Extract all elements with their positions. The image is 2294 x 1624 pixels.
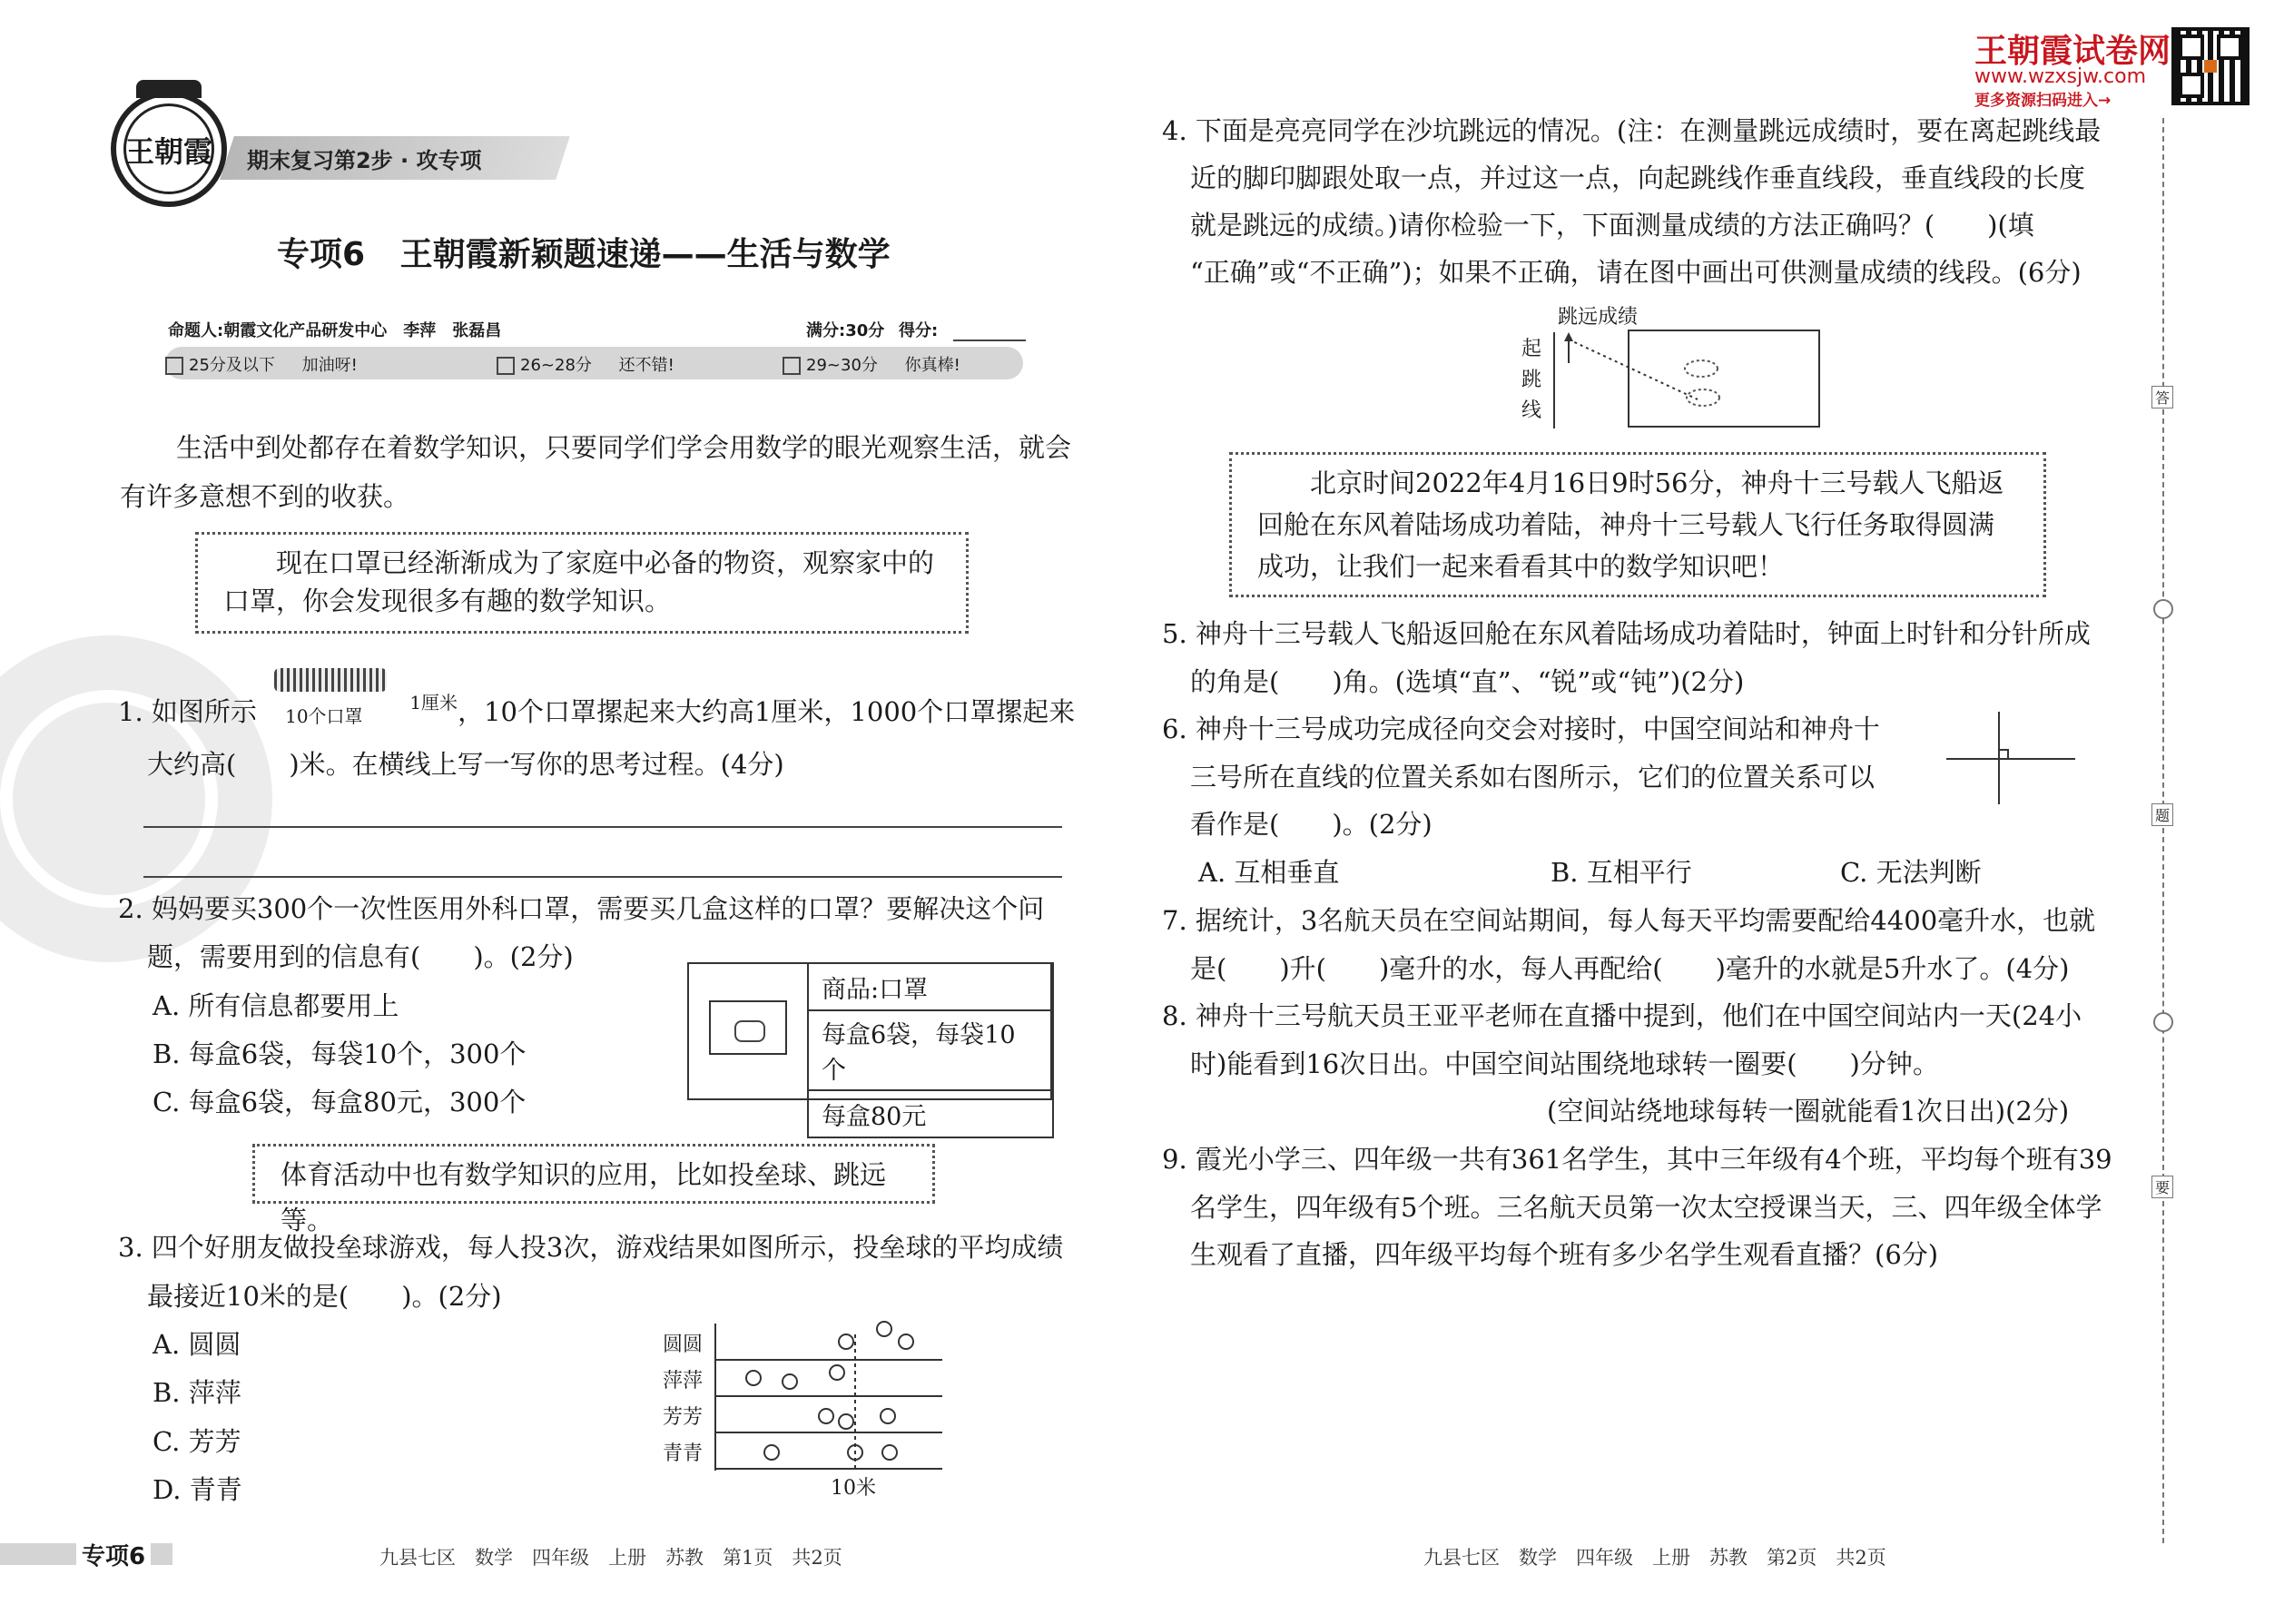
title-main: 新颖题速递——生活与数学 [497, 236, 891, 273]
note-box-masks [195, 532, 969, 634]
page-title [277, 229, 891, 275]
q4-line3: 就是跳远的成绩。)请你检验一下，下面测量成绩的方法正确吗？( )(填 [1190, 210, 2034, 241]
chart-name-1: 圆圆 [663, 1334, 704, 1356]
mask-stack-label: 10个口罩 [285, 705, 363, 727]
crown-icon [136, 80, 202, 98]
goods-info-card [687, 962, 1052, 1131]
grade-1-tag: 加油呀! [301, 356, 358, 375]
chart-name-4: 青青 [663, 1442, 704, 1465]
q6-line3: 看作是( )。(2分) [1190, 809, 1433, 840]
q6-line2: 三号所在直线的位置关系如右图所示，它们的位置关系可以 [1190, 762, 1876, 792]
score-total: 满分:30分 [806, 321, 885, 340]
brand-tip: 更多资源扫码进入→ [1974, 92, 2112, 110]
q3-line1: 3. 四个好朋友做投垒球游戏，每人投3次，游戏结果如图所示，投垒球的平均成绩 [118, 1232, 1064, 1263]
q2-option-b[interactable]: B. 每盒6袋，每袋10个，300个 [153, 1038, 527, 1069]
brand-url[interactable]: www.wzxsjw.com [1974, 65, 2147, 88]
brand-name[interactable]: 王朝霞试卷网 [1974, 33, 2171, 70]
title-prefix: 专项6 [277, 236, 366, 273]
note-box-shenzhou-text: 北京时间2022年4月16日9时56分，神舟十三号载人飞船返回舱在东风着陆场成功着陆，神舟十三号载人飞行任务取得圆满成功，让我们一起来看看其中的数学知识吧！ [1257, 468, 2004, 582]
q6-option-c[interactable]: C. 无法判断 [1840, 857, 1982, 888]
note-box-masks-text: 现在口罩已经渐渐成为了家庭中必备的物资，观察家中的口罩，你会发现很多有趣的数学知识。 [223, 547, 935, 616]
q6-line1: 6. 神舟十三号成功完成径向交会对接时，中国空间站和神舟十 [1162, 714, 1880, 744]
grade-2[interactable]: 26~28分 还不错! [497, 352, 674, 376]
q8-line2: 时)能看到16次日出。中国空间站围绕地球转一圈要( )分钟。 [1190, 1048, 1939, 1079]
q1-answer-line-1[interactable] [143, 826, 1062, 828]
mask-box-icon [709, 1000, 787, 1055]
start-line-label: 起跳线 [1521, 338, 1542, 422]
q9-line3: 生观看了直播，四年级平均每个班有多少名学生观看直播？(6分) [1190, 1239, 1939, 1270]
jump-measure-label: 跳远成绩 [1558, 306, 1639, 329]
qr-code-icon[interactable] [2171, 27, 2250, 105]
q2-option-c[interactable]: C. 每盒6袋，每盒80元，300个 [153, 1087, 527, 1117]
throw-chart [654, 1316, 962, 1498]
goods-row-3: 每盒80元 [808, 1090, 1053, 1137]
grade-3-checkbox[interactable] [783, 357, 801, 375]
q2-line1: 2. 妈妈要买300个一次性医用外科口罩，需要买几盒这样的口罩？要解决这个问 [118, 893, 1045, 924]
score-got: 得分: [899, 321, 939, 340]
perpendicular-lines-figure [1943, 708, 2079, 808]
long-jump-figure [1516, 300, 1834, 436]
q3-option-d[interactable]: D. 青青 [153, 1474, 242, 1505]
grade-1[interactable]: 25分及以下 加油呀! [165, 352, 358, 376]
q1-line1: 1. 如图所示 10个口罩 $^{1厘米}$，10个口罩摞起来大约高1厘米，1000个口罩摞起来 [118, 688, 1075, 736]
throw-chart-plot [654, 1316, 962, 1498]
mask-stack-image [265, 688, 401, 727]
q9-line2: 名学生，四年级有5个班。三名航天员第一次太空授课当天，三、四年级全体学 [1190, 1192, 2102, 1223]
footer-tag: 专项6 [76, 1538, 151, 1571]
authors: 命题人:朝霞文化产品研发中心 李萍 张磊昌 [168, 321, 502, 340]
q9-line1: 9. 霞光小学三、四年级一共有361名学生，其中三年级有4个班，平均每个班有39 [1162, 1144, 2112, 1175]
chart-name-2: 萍萍 [663, 1370, 704, 1393]
intro-text: 生活中到处都存在着数学知识，只要同学们学会用数学的眼光观察生活，就会有许多意想不到的收获。 [120, 432, 1072, 512]
q1-answer-line-2[interactable] [143, 876, 1062, 878]
chart-name-3: 芳芳 [663, 1406, 704, 1429]
mask-stack-height: 1厘米 [409, 692, 458, 714]
q8-line1: 8. 神舟十三号航天员王亚平老师在直播中提到，他们在中国空间站内一天(24小 [1162, 1000, 2082, 1031]
q5-line2: 的角是( )角。(选填“直”、“锐”或“钝”)(2分) [1190, 666, 1745, 697]
q4-line1: 4. 下面是亮亮同学在沙坑跳远的情况。(注：在测量跳远成绩时，要在离起跳线最 [1162, 115, 2102, 146]
q7-line2: 是( )升( )毫升的水，每人再配给( )毫升的水就是5升水了。(4分) [1190, 953, 2070, 984]
long-jump-plot [1516, 300, 1834, 436]
q5-line1: 5. 神舟十三号载人飞船返回舱在东风着陆场成功着陆时，钟面上时针和分针所成 [1162, 618, 2091, 649]
q6-option-b[interactable]: B. 互相平行 [1551, 857, 1692, 888]
binding-hole-1 [2153, 599, 2173, 619]
grade-1-checkbox[interactable] [165, 357, 183, 375]
q3-line2: 最接近10米的是( )。(2分) [147, 1281, 502, 1312]
margin-char-1: 答 [2151, 386, 2173, 408]
q3-option-c[interactable]: C. 芳芳 [153, 1426, 241, 1457]
q1-line2: 大约高( )米。在横线上写一写你的思考过程。(4分) [147, 749, 784, 780]
q2-line2: 题，需要用到的信息有( )。(2分) [147, 941, 574, 972]
q7-line1: 7. 据统计，3名航天员在空间站期间，每人每天平均需要配给4400毫升水，也就 [1162, 905, 2096, 936]
q6-option-a[interactable]: A. 互相垂直 [1198, 857, 1340, 888]
footer-left: 九县七区 数学 四年级 上册 苏教 第1页 共2页 [379, 1547, 842, 1569]
binding-hole-2 [2153, 1012, 2173, 1032]
score-blank[interactable] [953, 340, 1026, 341]
grade-2-checkbox[interactable] [497, 357, 515, 375]
chart-xlabel: 10米 [831, 1477, 876, 1500]
q8-line3: (空间站绕地球每转一圈就能看1次日出)(2分) [1547, 1096, 2070, 1127]
logo-text: 王朝霞 [124, 134, 212, 169]
footer-right: 九县七区 数学 四年级 上册 苏教 第2页 共2页 [1423, 1547, 1886, 1569]
grade-3-tag: 你真棒! [904, 356, 960, 375]
goods-table [807, 962, 1054, 1138]
q4-line4: “正确”或“不正确”)；如果不正确，请在图中画出可供测量成绩的线段。(6分) [1190, 257, 2082, 288]
note-box-sports [252, 1144, 935, 1235]
grade-bar [165, 347, 1023, 379]
goods-row-2: 每盒6袋，每袋10个 [808, 1010, 1053, 1090]
note-box-sports-text: 体育活动中也有数学知识的应用，比如投垒球、跳远等。 [281, 1159, 887, 1235]
brand-logo [111, 91, 227, 207]
grade-2-tag: 还不错! [618, 356, 674, 375]
margin-char-2: 题 [2151, 803, 2173, 826]
title-brand: 王朝霞 [399, 235, 498, 273]
binding-dashed-line [2162, 118, 2164, 1543]
q3-option-a[interactable]: A. 圆圆 [153, 1329, 241, 1360]
note-box-shenzhou [1229, 452, 2046, 597]
q2-option-a[interactable]: A. 所有信息都要用上 [153, 990, 399, 1021]
step-banner-text: 期末复习第2步 · 攻专项 [247, 148, 482, 173]
margin-char-3: 要 [2151, 1176, 2173, 1198]
goods-row-1: 商品:口罩 [808, 963, 1053, 1010]
grade-3[interactable]: 29~30分 你真棒! [783, 352, 960, 376]
q3-option-b[interactable]: B. 萍萍 [153, 1377, 241, 1408]
q4-line2: 近的脚印脚跟处取一点，并过这一点，向起跳线作垂直线段，垂直线段的长度 [1190, 162, 2086, 193]
